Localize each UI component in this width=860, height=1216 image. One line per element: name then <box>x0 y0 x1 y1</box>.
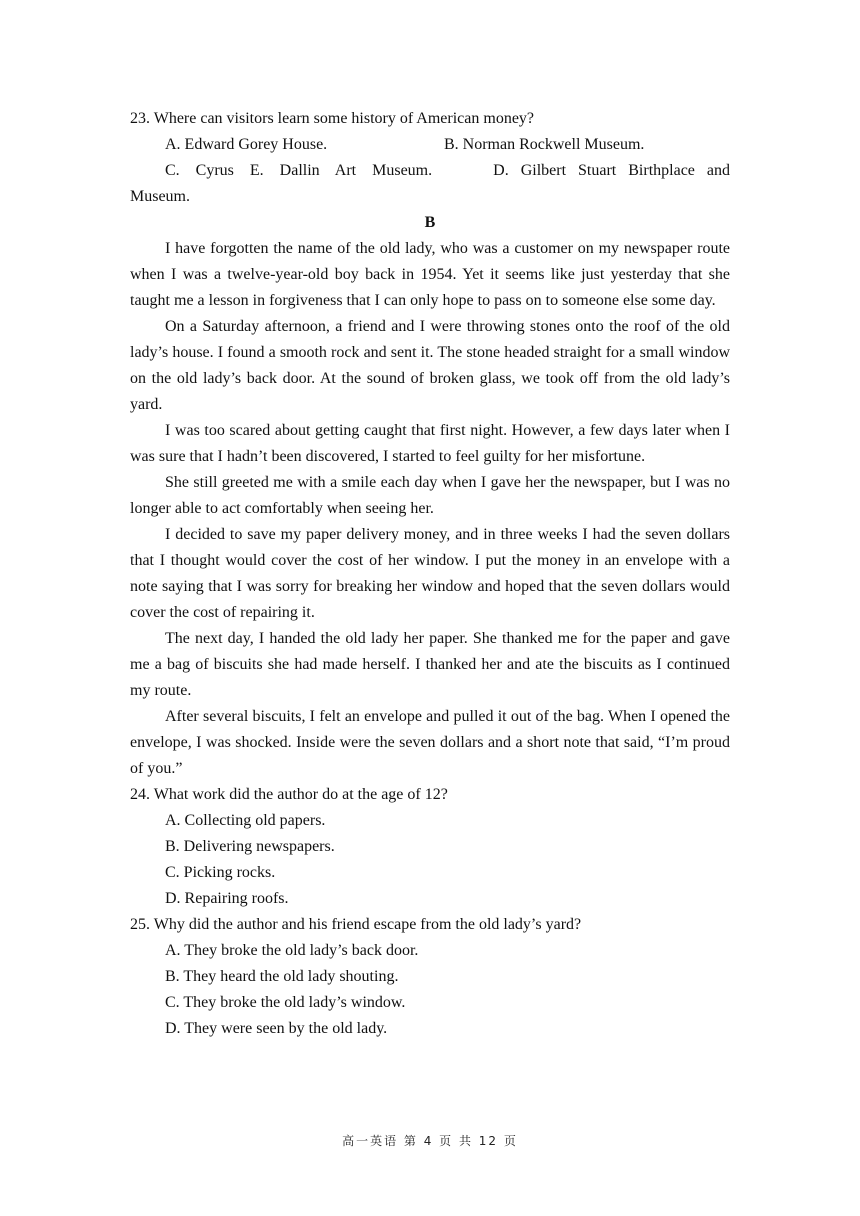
question-24: 24. What work did the author do at the age of 12? <box>130 786 448 803</box>
question-23: 23. Where can visitors learn some history of American money? <box>130 110 535 127</box>
question-23-options-ab <box>130 132 730 158</box>
passage-paragraph: She still greeted me with a smile each day when I gave her the newspaper, but I was no longer able to act comfortably when seeing her. <box>130 474 730 517</box>
question-23-option-c: C. Cyrus E. Dallin Art Museum. <box>165 162 433 179</box>
passage-paragraph: On a Saturday afternoon, a friend and I were throwing stones onto the roof of the old lady’s house. I found a smooth rock and sent it. The stone headed straight for a small window on the old lady’s back door. At the sound of broken glass, we took off from the old lady’s yard. <box>130 318 730 413</box>
passage-paragraph: I was too scared about getting caught that first night. However, a few days later when I was sure that I hadn’t been discovered, I started to feel guilty for her misfortune. <box>130 422 730 465</box>
passage-paragraph: I have forgotten the name of the old lady, who was a customer on my newspaper route when I was a twelve-year-old boy back in 1954. Yet it seems like just yesterday that she taught me a lesson in forgiveness that I can only hope to pass on to someone else some day. <box>130 240 730 309</box>
question-23-option-a: A. Edward Gorey House. <box>165 136 328 153</box>
question-23-option-d: D. Gilbert Stuart Birthplace and <box>493 162 730 179</box>
question-24-option-d: D. Repairing roofs. <box>165 890 289 907</box>
question-25-option-c: C. They broke the old lady’s window. <box>165 994 406 1011</box>
question-23-option-b: B. Norman Rockwell Museum. <box>444 136 645 153</box>
question-24-option-c: C. Picking rocks. <box>165 864 276 881</box>
passage-paragraph: The next day, I handed the old lady her paper. She thanked me for the paper and gave me a bag of biscuits she had made herself. I thanked her and ate the biscuits as I continued my route. <box>130 630 730 699</box>
question-23-options-cd <box>130 158 730 184</box>
question-25-option-a: A. They broke the old lady’s back door. <box>165 942 419 959</box>
page-footer: 高一英语 第 4 页 共 12 页 <box>342 1134 518 1148</box>
question-25: 25. Why did the author and his friend escape from the old lady’s yard? <box>130 916 582 933</box>
section-heading-b: B <box>424 214 436 231</box>
question-23-option-d-continued: Museum. <box>130 188 190 205</box>
question-25-option-b: B. They heard the old lady shouting. <box>165 968 399 985</box>
passage-paragraph: After several biscuits, I felt an envelope and pulled it out of the bag. When I opened the envelope, I was shocked. Inside were the seven dollars and a short note that said, “I’m proud of you.” <box>130 708 730 777</box>
question-25-option-d: D. They were seen by the old lady. <box>165 1020 388 1037</box>
exam-page <box>130 106 730 1042</box>
passage-paragraph: I decided to save my paper delivery money, and in three weeks I had the seven dollars that I thought would cover the cost of her window. I put the money in an envelope with a note saying that I was sorry for breaking her window and hoped that the seven dollars would cover the cost of repairing it. <box>130 526 730 621</box>
question-24-option-a: A. Collecting old papers. <box>165 812 326 829</box>
question-24-option-b: B. Delivering newspapers. <box>165 838 335 855</box>
